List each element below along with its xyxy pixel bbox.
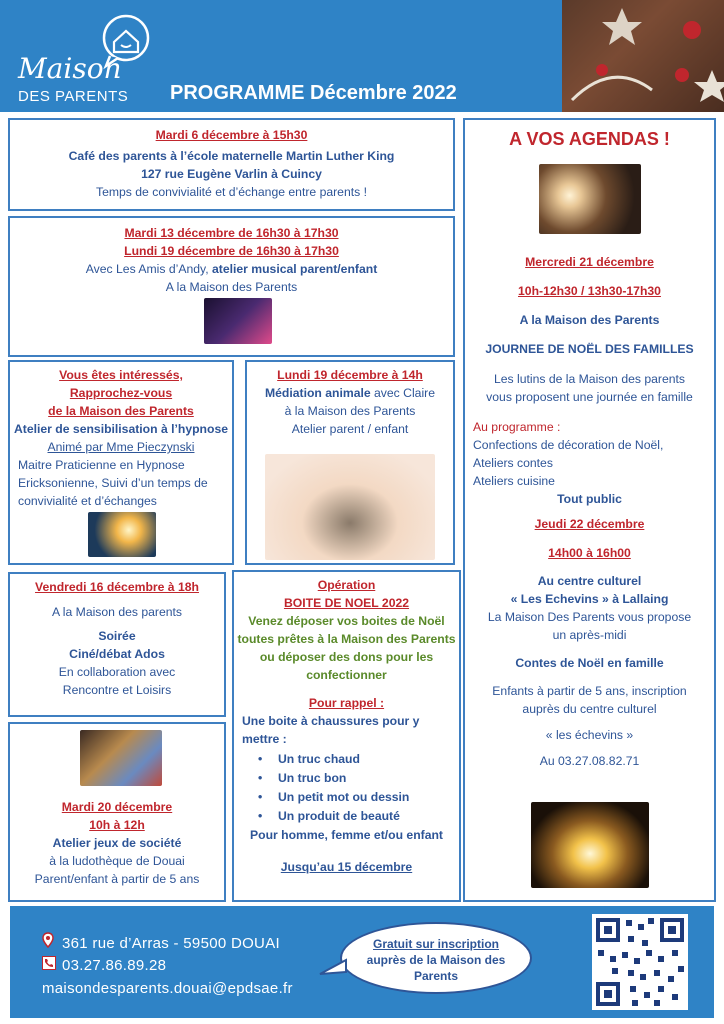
agenda-program-item: Ateliers cuisine: [473, 474, 555, 488]
event-title-bold: Médiation animale: [264, 386, 371, 400]
event-title: [247, 384, 453, 402]
event-audience: Atelier parent / enfant: [291, 422, 409, 436]
box-text-1: Venez déposer vos boites de Noël: [248, 614, 445, 628]
agenda-desc-2: vous proposent une journée en famille: [486, 390, 693, 404]
event-detail-3: convivialité et d’échanges: [18, 494, 157, 508]
rappel-list: [234, 750, 459, 826]
hypnose-image: [88, 512, 156, 557]
box-heading-3: de la Maison des Parents: [48, 404, 194, 418]
maison-des-parents-logo: [14, 12, 154, 107]
agenda-desc-4: un après-midi: [552, 628, 627, 642]
event-date-1: Mardi 13 décembre de 16h30 à 17h30: [124, 226, 339, 240]
agenda-location-2a: Au centre culturel: [537, 574, 642, 588]
event-title-rest: avec Claire: [370, 386, 435, 400]
logo-text-des-parents: DES PARENTS: [18, 88, 129, 105]
event-desc-text: Avec Les Amis d’Andy,: [85, 262, 212, 276]
event-title: Atelier jeux de société: [52, 836, 182, 850]
agenda-program-item: Confections de décoration de Noël,: [473, 438, 664, 452]
agenda-panel: [463, 118, 716, 902]
deadline: Jusqu’au 15 décembre: [280, 860, 413, 874]
board-game-photo: [80, 730, 162, 786]
bubble-tail: [318, 958, 348, 978]
agenda-phone: Au 03.27.08.82.71: [539, 754, 640, 768]
agenda-desc-5: Enfants à partir de 5 ans, inscription: [492, 684, 687, 698]
qr-code-icon: [592, 914, 688, 1010]
box-heading-1: Vous êtes intéressés,: [59, 368, 183, 382]
list-item: • Un produit de beauté: [234, 807, 459, 826]
agenda-venue: « les échevins »: [545, 728, 634, 742]
amis-dandy-image: [204, 298, 272, 344]
rappel-text-3: Pour homme, femme et/ou enfant: [250, 828, 443, 842]
agenda-date-1: Mercredi 21 décembre: [525, 255, 654, 269]
agenda-desc-3: La Maison Des Parents vous propose: [487, 610, 692, 624]
agenda-event-title-1: JOURNEE DE NOËL DES FAMILLES: [485, 342, 694, 356]
event-title-2: Ciné/débat Ados: [69, 647, 165, 661]
event-date: Vendredi 16 décembre à 18h: [35, 580, 199, 594]
event-partner-1: En collaboration avec: [58, 665, 176, 679]
event-description: [10, 260, 453, 278]
address-text: 361 rue d’Arras - 59500 DOUAI: [62, 935, 280, 952]
agenda-program-heading: Au programme :: [473, 420, 561, 434]
event-location: A la Maison des Parents: [165, 280, 298, 294]
christmas-ornaments-photo: [539, 164, 641, 234]
phone-icon: [42, 956, 56, 974]
event-location: à la Maison des Parents: [284, 404, 416, 418]
magic-book-photo: [531, 802, 649, 888]
agenda-date-2: Jeudi 22 décembre: [534, 517, 645, 531]
event-desc-bold: atelier musical parent/enfant: [211, 262, 378, 276]
event-date: Mardi 6 décembre à 15h30: [155, 128, 308, 142]
location-pin-icon: [42, 932, 56, 952]
event-animator: Animé par Mme Pieczynski: [47, 440, 195, 454]
agenda-desc-1: Les lutins de la Maison des parents: [493, 372, 686, 386]
box-text-2: toutes prêtes à la Maison des Parents: [237, 632, 456, 646]
box-text-3: ou déposer des dons pour les: [259, 650, 434, 664]
christmas-decoration-image: [562, 0, 724, 112]
event-description: Temps de convivialité et d’échange entre parents !: [96, 185, 367, 199]
agenda-desc-6: auprès du centre culturel: [522, 702, 657, 716]
box-text-4: confectionner: [306, 668, 387, 682]
footer-email[interactable]: maisondesparents.douai@epdsae.fr: [42, 980, 293, 997]
agenda-program-item: Ateliers contes: [473, 456, 553, 470]
box-heading-2: BOITE DE NOEL 2022: [283, 596, 410, 610]
box-heading-2: Rapprochez-vous: [69, 386, 173, 400]
list-item: • Un truc chaud: [234, 750, 459, 769]
footer-address: [42, 932, 280, 952]
agenda-location-2b: « Les Echevins » à Lallaing: [510, 592, 669, 606]
event-title: Atelier de sensibilisation à l’hypnose: [13, 422, 229, 436]
bubble-heading: Gratuit sur inscription: [372, 937, 499, 951]
agenda-time-1: 10h-12h30 / 13h30-17h30: [518, 284, 661, 298]
event-mediation-animale: [245, 360, 455, 565]
event-cine-debat: [8, 572, 226, 717]
operation-boite-de-noel: [232, 570, 461, 902]
event-date: Lundi 19 décembre à 14h: [277, 368, 423, 382]
christmas-decoration-photo: [562, 0, 724, 112]
footer-phone: [42, 956, 166, 974]
bubble-line-1: auprès de la Maison des: [366, 953, 506, 967]
box-heading-1: Opération: [317, 578, 376, 592]
rappel-text-2: mettre :: [242, 732, 287, 746]
list-item: • Un truc bon: [234, 769, 459, 788]
phone-text[interactable]: 03.27.86.89.28: [62, 957, 167, 974]
rappel-text-1: Une boite à chaussures pour y: [242, 714, 420, 728]
rappel-heading: Pour rappel :: [308, 696, 385, 710]
event-detail-2: Ericksonienne, Suivi d’un temps de: [18, 476, 208, 490]
header: [0, 0, 724, 112]
event-cafe-des-parents: [8, 118, 455, 211]
logo-text-maison: Maison: [18, 52, 122, 85]
event-hypnose: [8, 360, 234, 565]
event-time: 10h à 12h: [89, 818, 145, 832]
agenda-event-title-2: Contes de Noël en famille: [515, 656, 664, 670]
agenda-audience: Tout public: [557, 492, 622, 506]
event-date: Mardi 20 décembre: [61, 800, 173, 814]
event-detail-1: Maitre Praticienne en Hypnose: [18, 458, 185, 472]
event-location: A la Maison des parents: [51, 605, 183, 619]
bubble-line-2: Parents: [413, 969, 459, 983]
event-jeux-de-societe: [8, 722, 226, 902]
event-date-2: Lundi 19 décembre de 16h30 à 17h30: [124, 244, 339, 258]
event-address: 127 rue Eugène Varlin à Cuincy: [141, 167, 322, 181]
event-audience: Parent/enfant à partir de 5 ans: [34, 872, 200, 886]
inscription-bubble: [340, 922, 532, 994]
page-title: PROGRAMME Décembre 2022: [170, 82, 457, 104]
event-location: à la ludothèque de Douai: [49, 854, 185, 868]
list-item: • Un petit mot ou dessin: [234, 788, 459, 807]
event-title-1: Soirée: [98, 629, 136, 643]
hamster-photo: [265, 454, 435, 560]
agenda-time-2: 14h00 à 16h00: [548, 546, 631, 560]
agenda-title: A VOS AGENDAS !: [509, 129, 670, 149]
event-atelier-musical: [8, 216, 455, 357]
agenda-location-1: A la Maison des Parents: [519, 313, 660, 327]
qr-code[interactable]: [592, 914, 688, 1010]
event-title: Café des parents à l’école maternelle Martin Luther King: [68, 149, 395, 163]
event-partner-2: Rencontre et Loisirs: [62, 683, 172, 697]
